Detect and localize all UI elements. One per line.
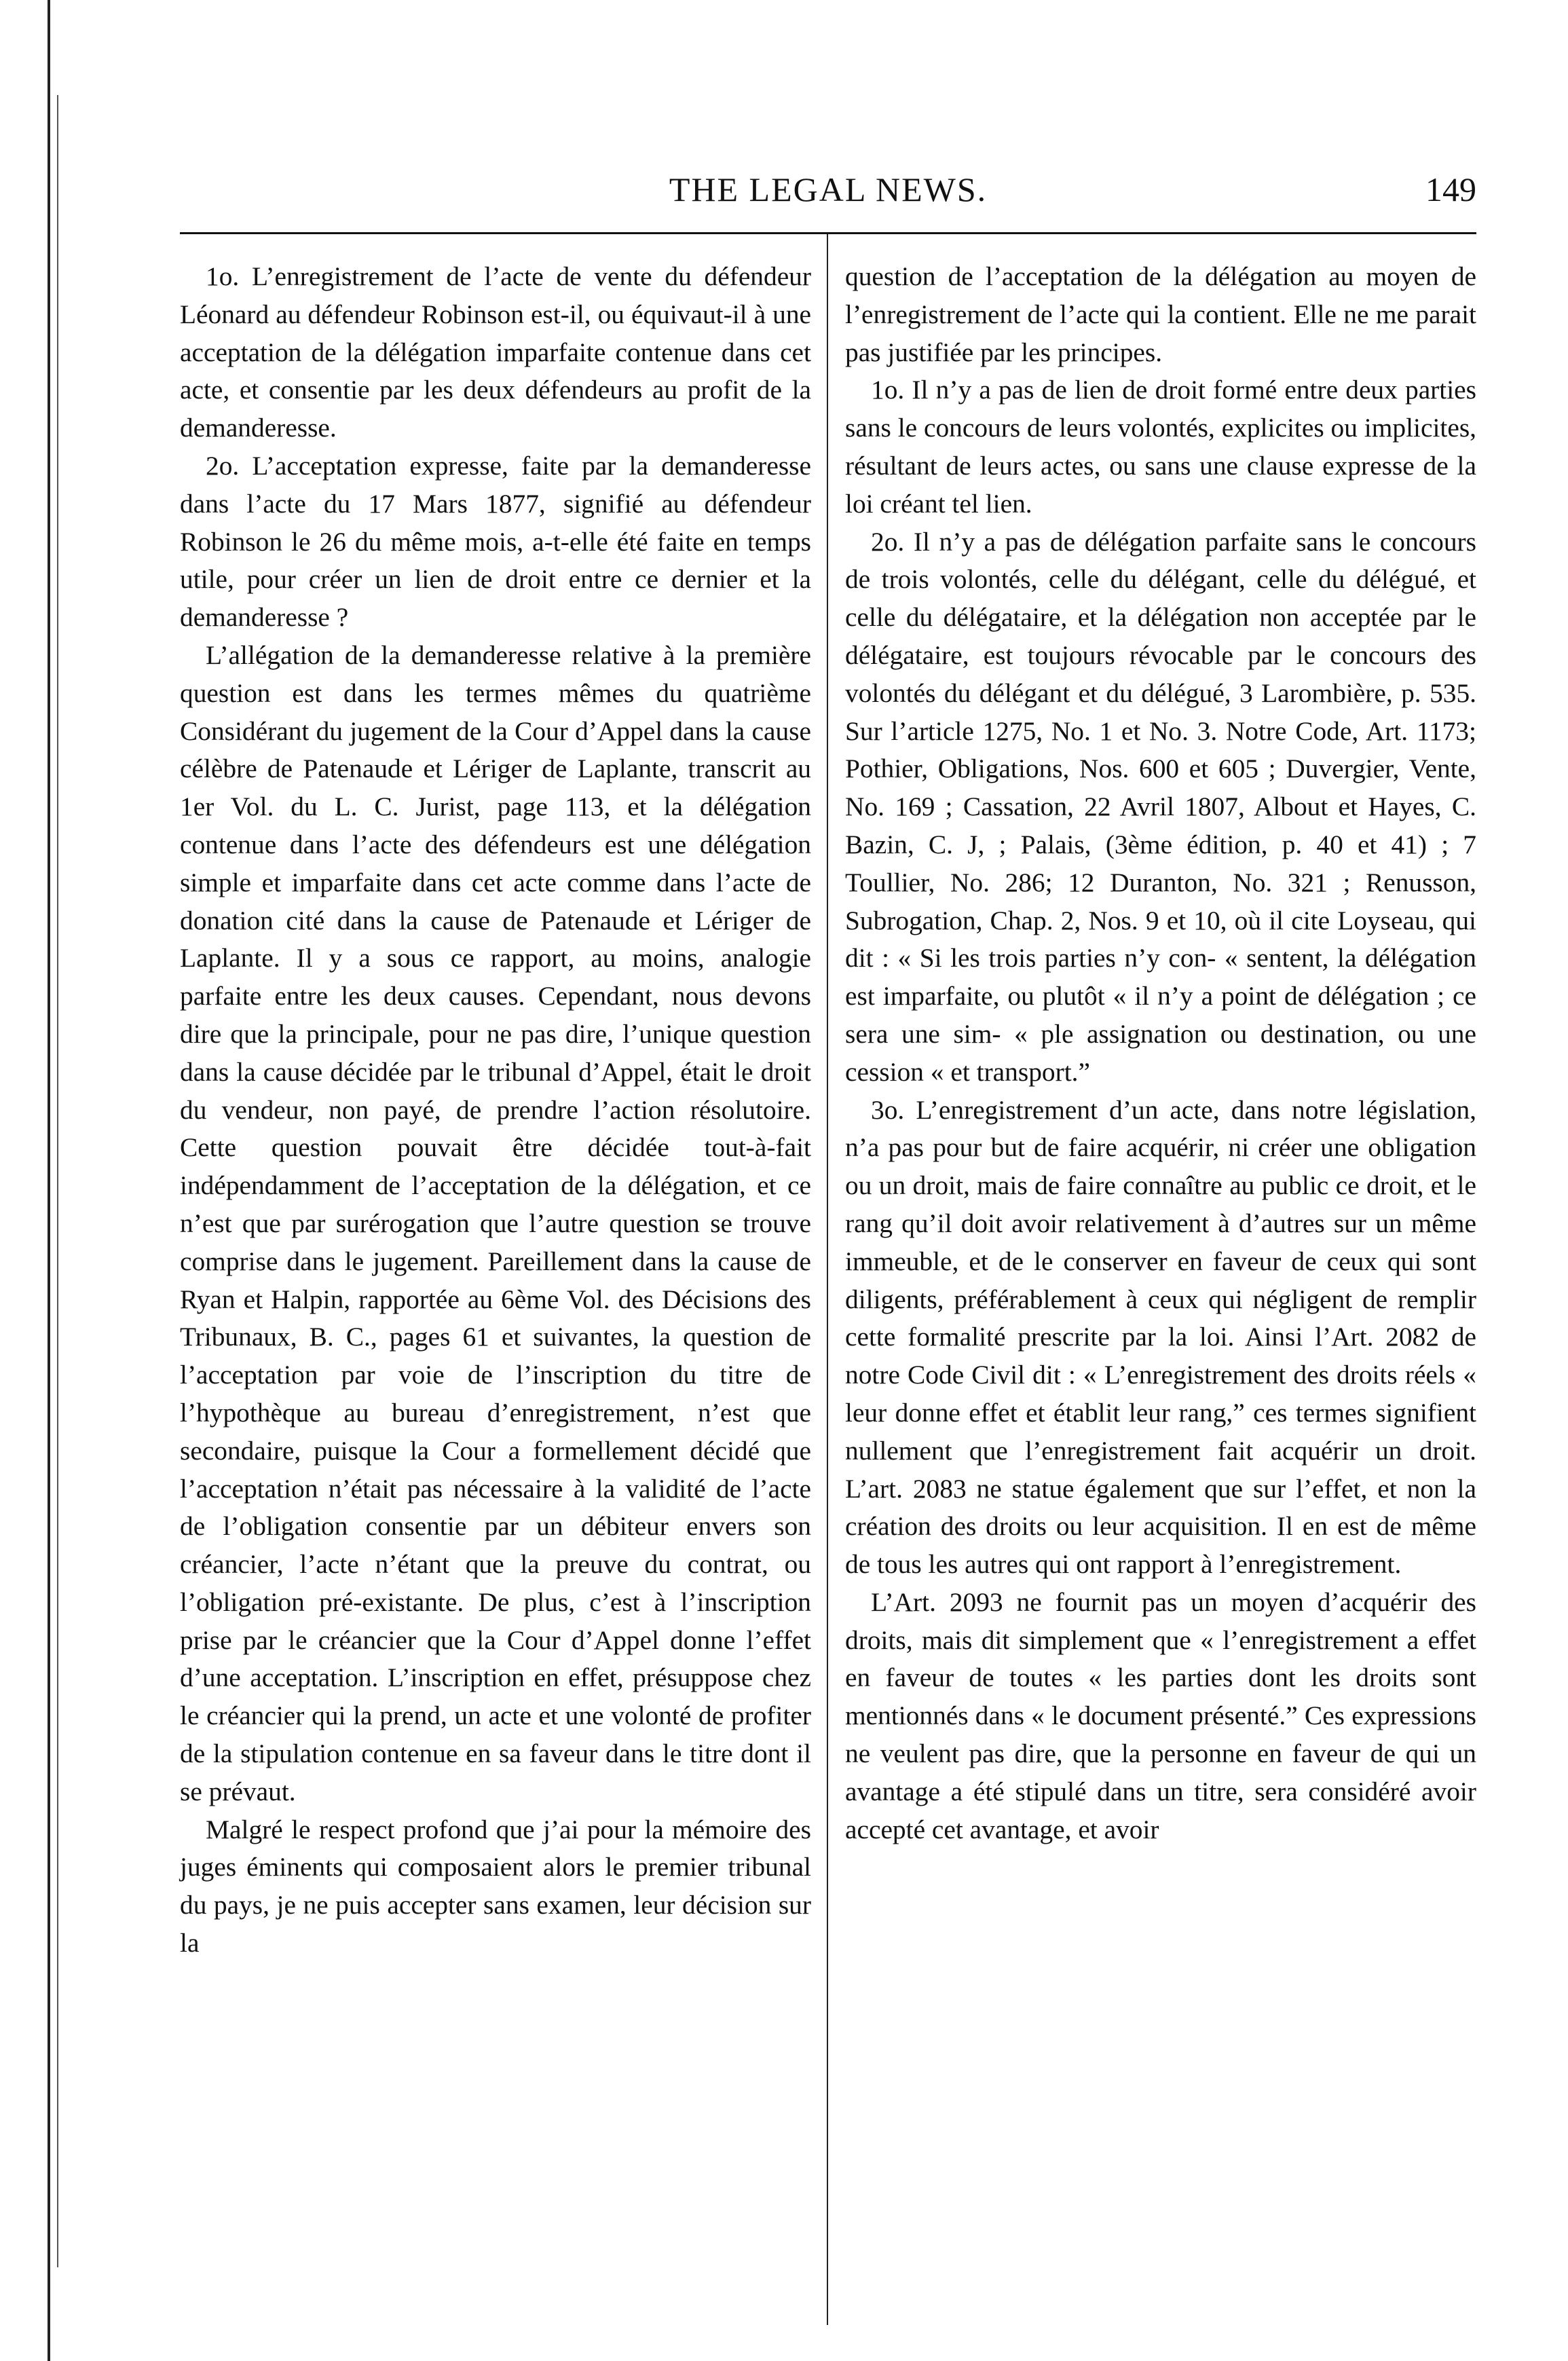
paragraph: 2o. Il n’y a pas de délégation parfaite sans le concours de trois volontés, celle du délégant, celle du délégué, et celle du délégataire, et la délégation non acceptée par le délégataire, est toujours révocable par le concours des volontés du délégant et du délégué, 3 Larombière, p. 535. Sur l’article 1275, No. 1 et No. 3. Notre Code, Art. 1173; Pothier, Obligations, Nos. 600 et 605 ; Duvergier, Vente, No. 169 ; Cassation, 22 Avril 1807, Albout et Hayes, C. Bazin, C. J, ; Palais, (3ème édition, p. 40 et 41) ; 7 Toullier, No. 286; 12 Duranton, No. 321 ; Renusson, Subrogation, Chap. 2, Nos. 9 et 10, où il cite Loyseau, qui dit : « Si les trois parties n’y con- « sentent, la délégation est imparfaite, ou plutôt « il n’y a point de délégation ; ce sera une sim- « ple assignation ou destination, ou une cession « et transport.” (845, 526, 1476, 1087)
page-number: 149 (1425, 170, 1476, 208)
journal-title: THE LEGAL NEWS. (669, 170, 988, 208)
paragraph: L’allégation de la demanderesse relative à la première question est dans les termes mêmes du quatrième Considérant du jugement de la Cour d’Appel dans la cause célèbre de Patenaude et Lériger de Laplante, transcrit au 1er Vol. du L. C. Jurist, page 113, et la délégation contenue dans l’acte des défendeurs est une délégation simple et imparfaite dans cet acte comme dans l’acte de donation cité dans la cause de Patenaude et Lériger de Laplante. Il y a sous ce rapport, au moins, analogie parfaite entre les deux causes. Cependant, nous devons dire que la principale, pour ne pas dire, l’unique question dans la cause décidée par le tribunal d’Appel, était le droit du vendeur, non payé, de prendre l’action résolutoire. Cette question pouvait être décidée tout-à-fait indépendamment de l’acceptation de la délégation, et ce n’est que par surérogation que l’autre question se trouve comprise dans le jugement. Pareillement dans la cause de Ryan et Halpin, rapportée au 6ème Vol. des Décisions des Tribunaux, B. C., pages 61 et suivantes, la question de l’acceptation par voie de l’inscription du titre de l’hypothèque au bureau d’enregistrement, n’est que secondaire, puisque la Cour a formellement décidé que l’acceptation n’était pas nécessaire à la validité de l’acte de l’obligation consentie par un débiteur envers son créancier, l’acte n’étant que la preuve du contrat, ou l’obligation pré-existante. De plus, c’est à l’inscription prise par le créancier que la Cour d’Appel donne l’effet d’une acceptation. L’inscription en effet, présuppose chez le créancier qui la prend, un acte et une volonté de profiter de la stipulation contenue en sa faveur dans le titre dont il se prévaut. (180, 639, 811, 1806)
paragraph: 1o. Il n’y a pas de lien de droit formé entre deux parties sans le concours de leurs volontés, explicites ou implicites, résultant de leurs actes, ou sans une clause expresse de la loi créant tel lien. (845, 375, 1476, 519)
paragraph: L’Art. 2093 ne fournit pas un moyen d’acquérir des droits, mais dit simplement que « l’enregistrement a effet en faveur de toutes « les parties dont les droits sont mentionnés dans « le document présenté.” Ces expressions ne veulent pas dire, que la personne en faveur de qui un avantage a été stipulé dans un titre, sera considéré avoir accepté cet avantage, et avoir (845, 1586, 1476, 1844)
header-rule (180, 232, 1476, 234)
running-header (180, 162, 1476, 216)
column-divider (827, 234, 828, 2325)
scan-binding-shadow (57, 95, 58, 2267)
paragraph: 2o. L’acceptation expresse, faite par la demanderesse dans l’acte du 17 Mars 1877, signifié au défendeur Robinson le 26 du même mois, a-t-elle été faite en temps utile, pour créer un lien de droit entre ce dernier et la demanderesse ? (180, 450, 811, 633)
scan-binding-edge (48, 0, 50, 2361)
paragraph: 1o. L’enregistrement de l’acte de vente du défendeur Léonard au défendeur Robinson est-il, ou équivaut-il à une acceptation de la délégation imparfaite contenue dans cet acte, et consentie par les deux défendeurs au profit de la demanderesse. (180, 261, 811, 443)
paragraph: Malgré le respect profond que j’ai pour la mémoire des juges éminents qui composaient alors le premier tribunal du pays, je ne puis accepter sans examen, leur décision sur la (180, 1814, 811, 1958)
right-column (845, 258, 1476, 1848)
left-column (180, 258, 811, 1963)
paragraph: 3o. L’enregistrement d’un acte, dans notre législation, n’a pas pour but de faire acquérir, ni créer une obligation ou un droit, mais de faire connaître au public ce droit, et le rang qu’il doit avoir relativement à d’autres sur un même immeuble, et de le conserver en faveur de ceux qui sont diligents, préférablement à ceux qui négligent de remplir cette formalité prescrite par la loi. Ainsi l’Art. 2082 de notre Code Civil dit : « L’enregistrement des droits réels « leur donne effet et établit leur rang,” ces termes signifient nullement que l’enregistrement fait acquérir un droit. L’art. 2083 ne statue également que sur l’effet, et non la création des droits ou leur acquisition. Il en est de même de tous les autres qui ont rapport à l’enregistrement. (845, 1094, 1476, 1580)
paragraph: question de l’acceptation de la délégation au moyen de l’enregistrement de l’acte qui la contient. Elle ne me parait pas justifiée par les principes. (845, 261, 1476, 367)
